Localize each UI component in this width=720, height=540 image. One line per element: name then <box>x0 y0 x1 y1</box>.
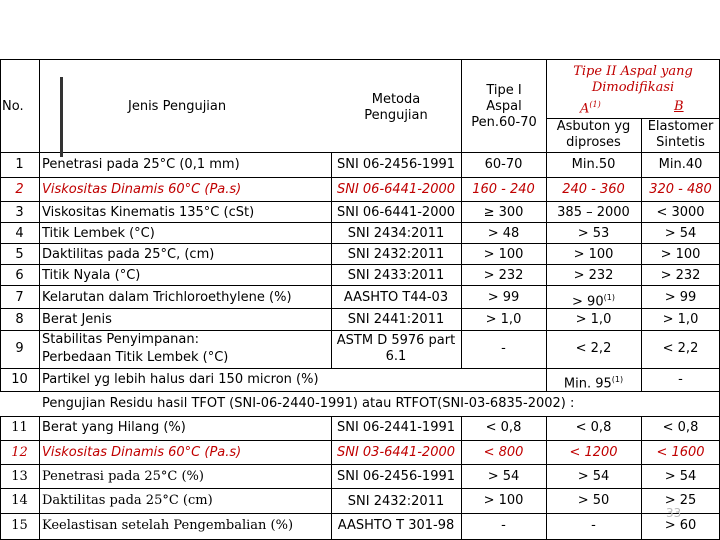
header-metoda-pengujian: Metoda Pengujian <box>364 92 428 123</box>
header-asbuton: Asbuton yg diproses <box>556 119 631 150</box>
text-cursor <box>60 77 63 157</box>
header-no: No. <box>2 99 24 114</box>
page-number: 33 <box>666 506 682 520</box>
header-tipe-ii-b: B <box>674 99 684 114</box>
header-elastomer: Elastomer Sintetis <box>647 119 714 150</box>
header-jenis-pengujian: Jenis Pengujian <box>128 99 227 114</box>
header-tipe-ii: Tipe II Aspal yang Dimodifikasi <box>573 64 693 95</box>
header-tipe-ii-a: $A^{(1)}$ <box>580 100 601 117</box>
residu-title: Pengujian Residu hasil TFOT (SNI-06-2440-1991) atau RTFOT(SNI-03-6835-2002) : <box>42 396 575 411</box>
header-tipe-i: Tipe I Aspal Pen.60-70 <box>471 83 537 130</box>
